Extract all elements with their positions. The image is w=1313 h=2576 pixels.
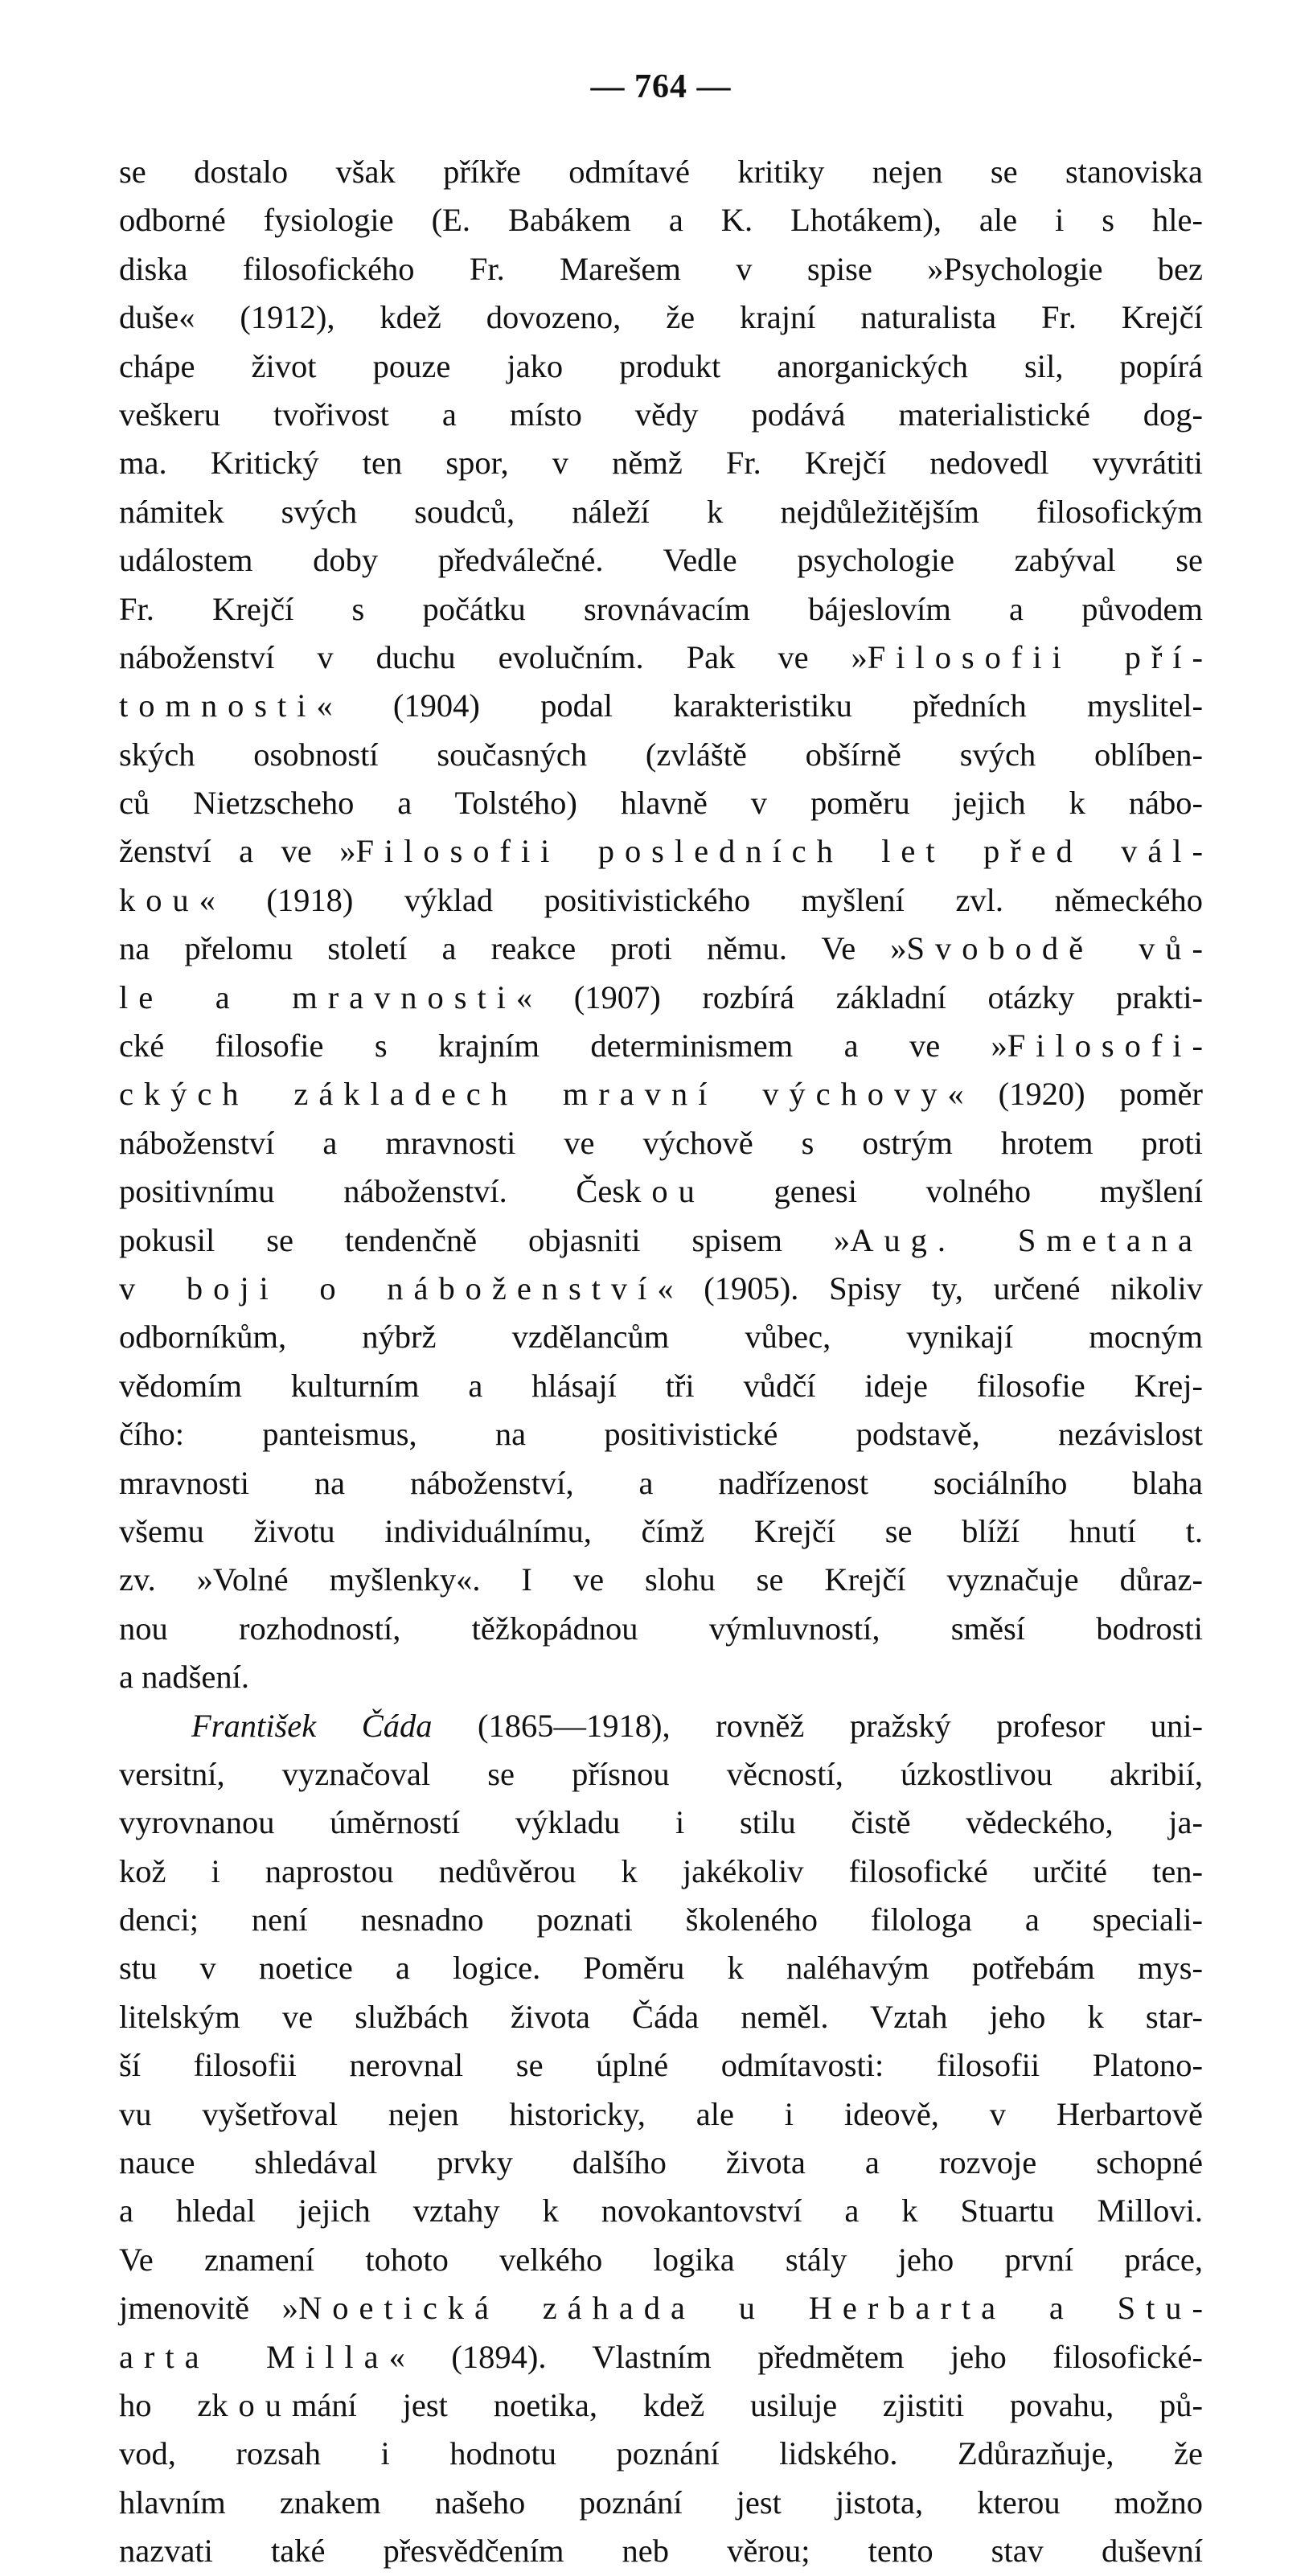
book-title: Noetická záhada u Herbarta a Stu [298, 2290, 1192, 2327]
book-title: Filosofii posledních let před vál [355, 833, 1192, 870]
text-line: mravnosti na náboženství, a nadřízenost sociálního blaha [119, 1464, 1203, 1501]
book-title: Aug. Smetana [850, 1221, 1203, 1258]
body-text [119, 148, 1203, 2576]
text-line: kož i naprostou nedůvěrou k jakékoliv filosofické určité ten- [119, 1852, 1203, 1889]
paragraph-cada [119, 1702, 1203, 2576]
book-title: tomnosti [119, 687, 317, 724]
text-line: odborné fysiologie (E. Babákem a K. Lhotákem), ale i s hle- [119, 202, 1203, 239]
paragraph-krejci [119, 148, 1203, 1702]
text-line: všemu životu individuálnímu, čímž Krejčí se blíží hnutí t. [119, 1512, 1203, 1549]
text-line: František Čáda (1865—1918), rovněž pražský profesor uni- [191, 1707, 1203, 1744]
text-line: na přelomu století a reakce proti němu. Ve »Svobodě vů- [119, 930, 1203, 967]
text-line: kou« (1918) výklad positivistického myšlení zvl. německého [119, 881, 1203, 918]
book-title: Filosofii pří [867, 638, 1192, 675]
text-line: positivnímu náboženství. Českou genesi volného myšlení [119, 1173, 1203, 1210]
text-line: ců Nietzscheho a Tolstého) hlavně v poměru jejich k nábo- [119, 785, 1203, 822]
text-line: náboženství a mravnosti ve výchově s ostrým hrotem proti [119, 1124, 1203, 1161]
text-line: ma. Kritický ten spor, v němž Fr. Krejčí nedovedl vyvrátiti [119, 445, 1203, 482]
text-line: chápe život pouze jako produkt anorganických sil, popírá [119, 347, 1203, 384]
text-line: Ve znamení tohoto velkého logika stály jeho první práce, [119, 2241, 1203, 2278]
text-line: ských osobností současných (zvláště obšírně svých oblíben- [119, 736, 1203, 773]
text-line: ho zkoumání jest noetika, kdež usiluje zjistiti povahu, pů- [119, 2386, 1203, 2423]
text-line: veškeru tvořivost a místo vědy podává materialistické dog- [119, 396, 1203, 433]
author-name: František Čáda [191, 1707, 433, 1744]
book-title: ckých základech mravní výchovy [119, 1076, 948, 1113]
text-line: ší filosofii nerovnal se úplné odmítavosti: filosofii Platono- [119, 2047, 1203, 2084]
text-line: ckých základech mravní výchovy« (1920) poměr [119, 1076, 1203, 1113]
book-title: kou [625, 1173, 705, 1210]
text-line: zv. »Volné myšlenky«. I ve slohu se Krejčí vyznačuje důraz- [119, 1561, 1203, 1598]
book-title: arta Milla [119, 2338, 389, 2375]
text-line: jmenovitě »Noetická záhada u Herbarta a Stu- [119, 2290, 1203, 2327]
text-line: vědomím kulturním a hlásají tři vůdčí ideje filosofie Krej- [119, 1367, 1203, 1404]
text-line: versitní, vyznačoval se přísnou věcností, úzkostlivou akribií, [119, 1755, 1203, 1792]
text-line: le a mravnosti« (1907) rozbírá základní otázky prakti- [119, 978, 1203, 1015]
text-line: nazvati také přesvědčením neb věrou; tento stav duševní [119, 2533, 1203, 2570]
text-line: denci; není nesnadno poznati školeného filologa a speciali- [119, 1901, 1203, 1938]
text-line: v boji o náboženství« (1905). Spisy ty, určené nikoliv [119, 1270, 1203, 1306]
text-line: náboženství v duchu evolučním. Pak ve »Filosofii pří- [119, 638, 1203, 675]
text-line: stu v noetice a logice. Poměru k naléhavým potřebám mys- [119, 1950, 1203, 1987]
text-line: tomnosti« (1904) podal karakteristiku předních myslitel- [119, 687, 1203, 724]
book-title: kou [211, 2386, 292, 2423]
book-title: v boji o náboženství [119, 1270, 658, 1306]
text-line: litelským ve službách života Čáda neměl. Vztah jeho k star- [119, 1998, 1203, 2035]
text-line: čího: panteismus, na positivistické podstavě, nezávislost [119, 1416, 1203, 1453]
book-page [119, 63, 1203, 2576]
text-line: událostem doby předválečné. Vedle psychologie zabýval se [119, 542, 1203, 579]
text-line: ženství a ve »Filosofii posledních let před vál- [119, 833, 1203, 870]
text-line: vod, rozsah i hodnotu poznání lidského. Zdůrazňuje, že [119, 2435, 1203, 2472]
text-line: a hledal jejich vztahy k novokantovství a k Stuartu Millovi. [119, 2192, 1203, 2229]
text-line: odborníkům, nýbrž vzdělancům vůbec, vynikají mocným [119, 1319, 1203, 1356]
book-title: Filosofi [1007, 1028, 1192, 1064]
text-line: Fr. Krejčí s počátku srovnávacím bájeslovím a původem [119, 590, 1203, 627]
text-line: vyrovnanou úměrností výkladu i stilu čistě vědeckého, ja- [119, 1804, 1203, 1841]
text-line: arta Milla« (1894). Vlastním předmětem jeho filosofické- [119, 2338, 1203, 2375]
book-title: kou [119, 881, 199, 918]
text-line: nauce shledával prvky dalšího života a rozvoje schopné [119, 2144, 1203, 2181]
text-line: cké filosofie s krajním determinismem a ve »Filosofi- [119, 1028, 1203, 1064]
book-title: Svobodě vů [906, 930, 1192, 967]
text-line: hlavním znakem našeho poznání jest jistota, kterou možno [119, 2484, 1203, 2521]
text-line: diska filosofického Fr. Marešem v spise »Psychologie bez [119, 250, 1203, 287]
text-line: námitek svých soudců, náleží k nejdůležitějším filosofickým [119, 493, 1203, 530]
text-line: a nadšení. [119, 1659, 249, 1696]
text-line: nou rozhodností, těžkopádnou výmluvností, směsí bodrosti [119, 1610, 1203, 1647]
text-line: duše« (1912), kdež dovozeno, že krajní naturalista Fr. Krejčí [119, 299, 1203, 336]
text-line: se dostalo však příkře odmítavé kritiky nejen se stanoviska [119, 154, 1203, 190]
text-line: pokusil se tendenčně objasniti spisem »Aug. Smetana [119, 1221, 1203, 1258]
book-title: le a mravnosti [119, 978, 516, 1015]
text-line: vu vyšetřoval nejen historicky, ale i ideově, v Herbartově [119, 2095, 1203, 2132]
page-number: — 764 — [590, 68, 732, 105]
